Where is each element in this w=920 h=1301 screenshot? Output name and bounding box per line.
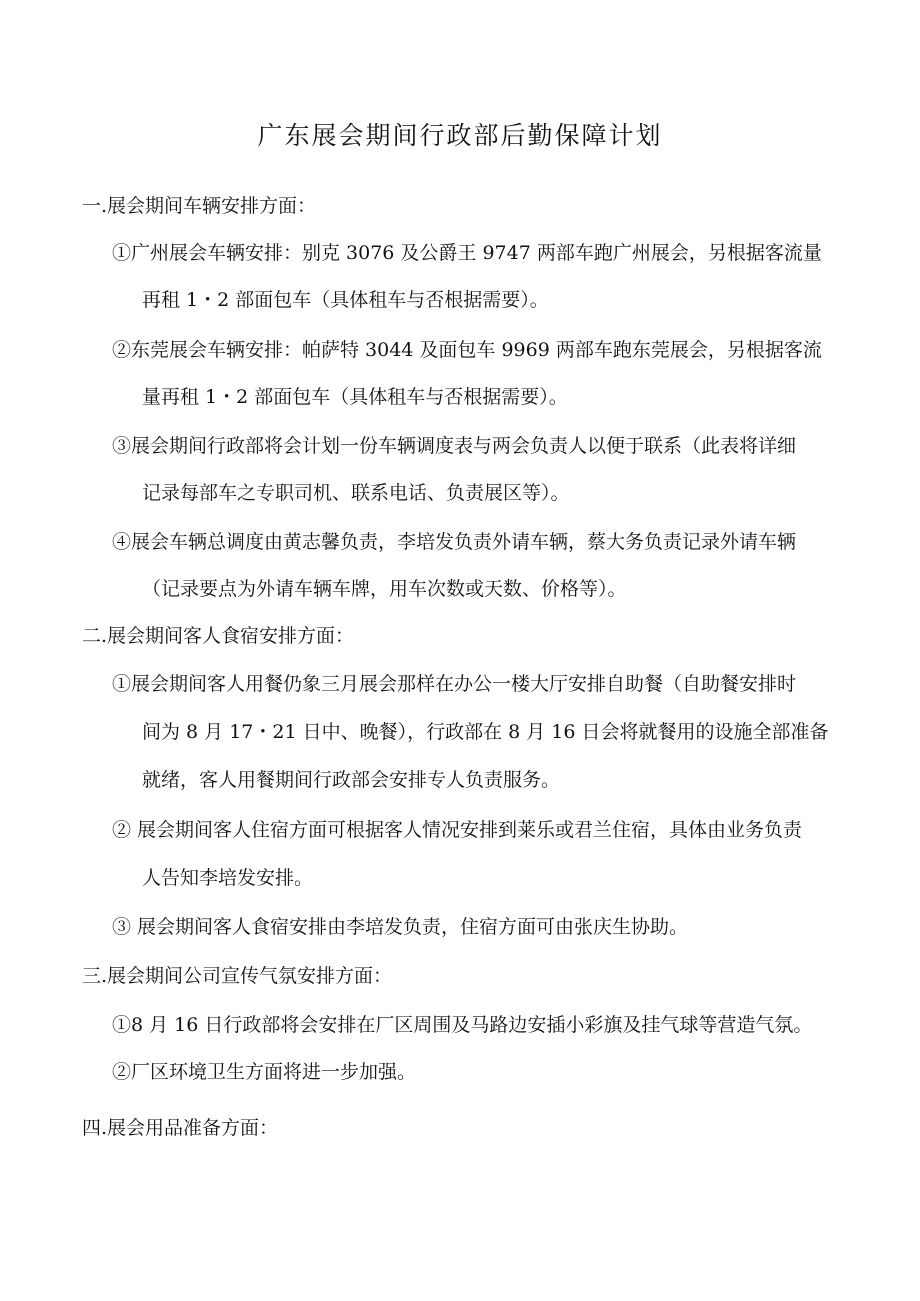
paragraph-line: ①8 月 16 日行政部将会安排在厂区周围及马路边安插小彩旗及挂气球等营造气氛。 <box>112 1014 813 1036</box>
paragraph-line: ③展会期间行政部将会计划一份车辆调度表与两会负责人以便于联系（此表将详细 <box>112 435 797 457</box>
paragraph-line: （记录要点为外请车辆车牌，用车次数或天数、价格等）。 <box>142 578 627 600</box>
section-heading-supplies: 四.展会用品准备方面： <box>82 1117 279 1139</box>
paragraph-line: ②东莞展会车辆安排：帕萨特 3044 及面包车 9969 两部车跑东莞展会，另根据客流 <box>112 339 822 361</box>
paragraph-line: ①广州展会车辆安排：别克 3076 及公爵王 9747 两部车跑广州展会，另根据客流量 <box>112 242 822 264</box>
paragraph-line: 就绪，客人用餐期间行政部会安排专人负责服务。 <box>142 769 561 791</box>
section-heading-meals-lodging: 二.展会期间客人食宿安排方面： <box>82 625 355 647</box>
paragraph-line: ①展会期间客人用餐仍象三月展会那样在办公一楼大厅安排自助餐（自助餐安排时 <box>112 673 797 695</box>
document-title: 广东展会期间行政部后勤保障计划 <box>257 121 663 150</box>
section-heading-vehicles: 一.展会期间车辆安排方面： <box>82 195 317 217</box>
paragraph-line: ②厂区环境卫生方面将进一步加强。 <box>112 1061 417 1083</box>
paragraph-line: 量再租 1・2 部面包车（具体租车与否根据需要）。 <box>142 386 568 408</box>
paragraph-line: 间为 8 月 17・21 日中、晚餐），行政部在 8 月 16 日会将就餐用的设施全部准备 <box>142 721 829 743</box>
paragraph-line: 人告知李培发安排。 <box>142 867 314 889</box>
paragraph-line: ③ 展会期间客人食宿安排由李培发负责，住宿方面可由张庆生协助。 <box>112 916 689 938</box>
paragraph-line: 再租 1・2 部面包车（具体租车与否根据需要）。 <box>142 289 549 311</box>
paragraph-line: ② 展会期间客人住宿方面可根据客人情况安排到莱乐或君兰住宿，具体由业务负责 <box>112 819 803 841</box>
paragraph-line: 记录每部车之专职司机、联系电话、负责展区等）。 <box>142 482 570 504</box>
section-heading-publicity: 三.展会期间公司宣传气氛安排方面： <box>82 965 393 987</box>
paragraph-line: ④展会车辆总调度由黄志馨负责，李培发负责外请车辆，蔡大务负责记录外请车辆 <box>112 531 797 553</box>
